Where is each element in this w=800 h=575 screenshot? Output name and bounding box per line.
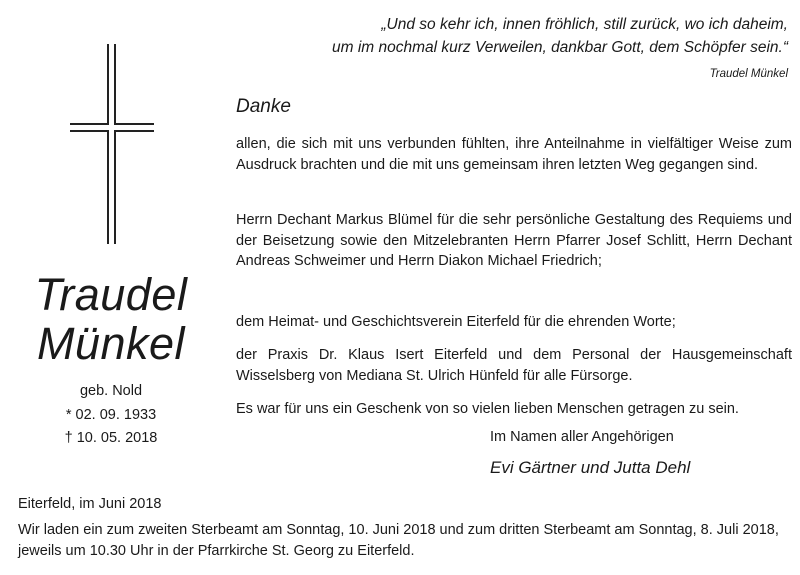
- quote-line-1: „Und so kehr ich, innen fröhlich, still zurück, wo ich daheim,: [381, 16, 788, 33]
- quote-author: Traudel Münkel: [709, 68, 788, 80]
- thanks-paragraph: dem Heimat- und Geschichtsverein Eiterfeld für die ehrenden Worte;: [236, 314, 676, 330]
- cross-icon: [70, 44, 154, 244]
- quote: [228, 14, 788, 59]
- closing-line: Im Namen aller Angehörigen: [490, 429, 674, 445]
- thanks-heading: Danke: [236, 96, 291, 117]
- death-date: † 10. 05. 2018: [64, 430, 158, 446]
- thanks-paragraph: allen, die sich mit uns verbunden fühlten, ihre Anteilnahme in vielfältiger Weise zum Ausdruck brachten und die mit uns gemeinsam ihren letzten Weg gegangen sind.: [236, 136, 792, 173]
- thanks-paragraph: Herrn Dechant Markus Blümel für die sehr persönliche Gestaltung des Requiems und der Beisetzung sowie den Mitzelebranten Herrn Pfarrer Josef Schlitt, Herrn Dechant Andreas Schweimer und Herrn Diakon Michael Friedrich;: [236, 212, 792, 269]
- thanks-paragraph: der Praxis Dr. Klaus Isert Eiterfeld und dem Personal der Hausgemeinschaft Wisselsberg von Mediana St. Ulrich Hünfeld für alle Fürsorge.: [236, 347, 792, 384]
- signature: Evi Gärtner und Jutta Dehl: [490, 458, 691, 477]
- deceased-last-name: Münkel: [36, 318, 186, 369]
- thanks-paragraph: Es war für uns ein Geschenk von so vielen lieben Menschen getragen zu sein.: [236, 401, 739, 417]
- deceased-first-name: Traudel: [34, 269, 188, 320]
- quote-line-2: um im nochmal kurz Verweilen, dankbar Gott, dem Schöpfer sein.“: [331, 38, 788, 56]
- place-date: Eiterfeld, im Juni 2018: [18, 496, 162, 512]
- birth-name: geb. Nold: [79, 383, 143, 399]
- invitation-text: Wir laden ein zum zweiten Sterbeamt am Sonntag, 10. Juni 2018 und zum dritten Sterbeamt am Sonntag, 8. Juli 2018, jeweils um 10.30 Uhr in der Pfarrkirche St. Georg zu Eiterfeld.: [18, 522, 779, 559]
- birth-date: * 02. 09. 1933: [65, 407, 157, 423]
